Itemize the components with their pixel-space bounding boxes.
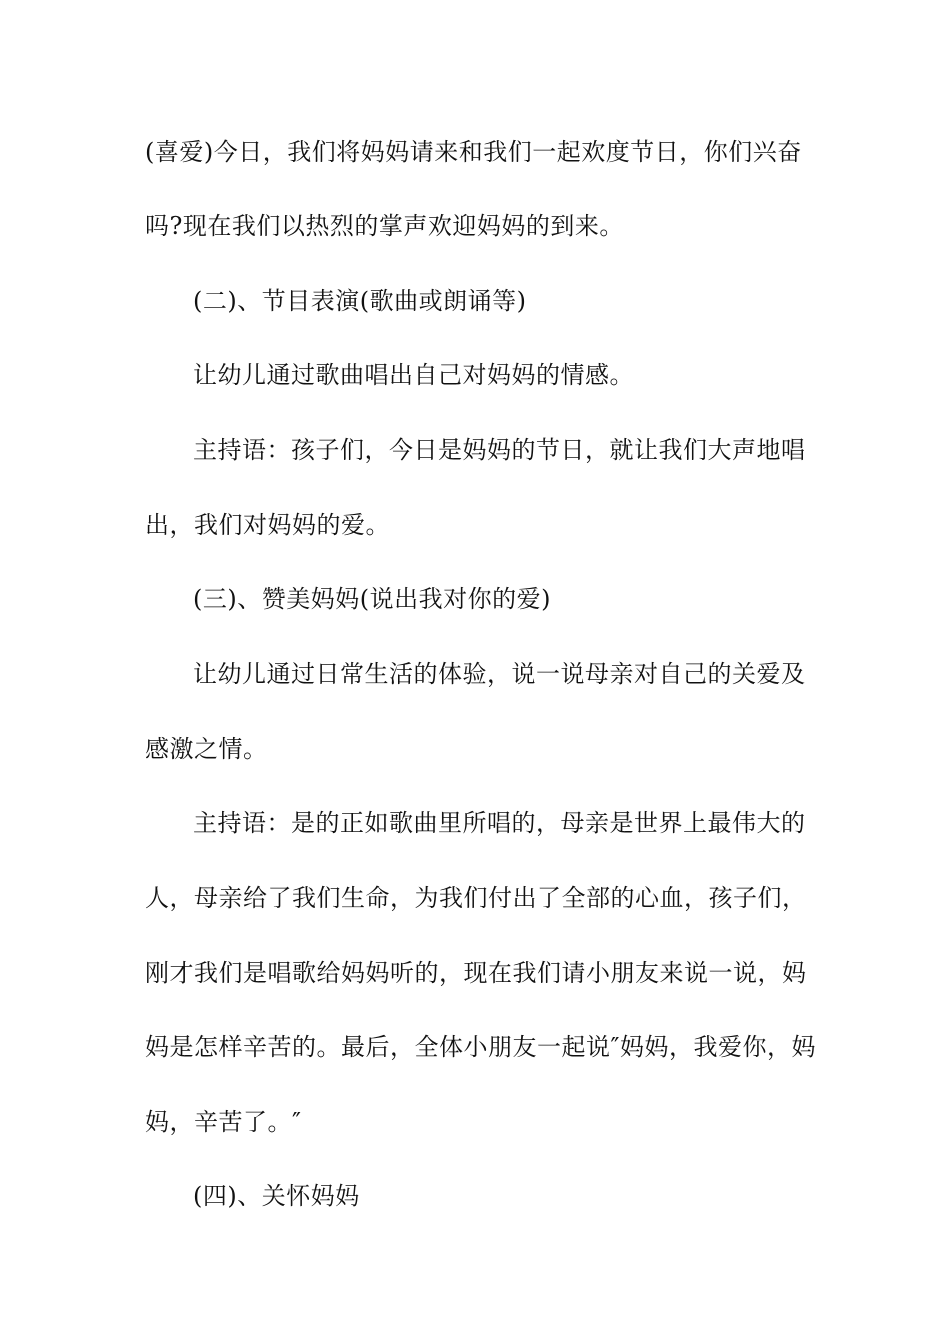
paragraph-line: 出，我们对妈妈的爱。 [145,511,390,539]
paragraph-line: 刚才我们是唱歌给妈妈听的，现在我们请小朋友来说一说，妈 [145,959,807,987]
section-heading: (三)、赞美妈妈(说出我对你的爱) [193,585,551,613]
paragraph-line: 让幼儿通过日常生活的体验，说一说母亲对自己的关爱及 [193,660,806,688]
paragraph-line: 妈是怎样辛苦的。最后，全体小朋友一起说″妈妈，我爱你，妈 [145,1033,816,1061]
paragraph-line: 妈，辛苦了。″ [145,1108,302,1136]
paragraph-line: 主持语：孩子们，今日是妈妈的节日，就让我们大声地唱 [193,436,806,464]
section-heading: (四)、关怀妈妈 [193,1182,360,1210]
section-heading: (二)、节目表演(歌曲或朗诵等) [193,287,527,315]
paragraph-line: 主持语：是的正如歌曲里所唱的，母亲是世界上最伟大的 [193,809,806,837]
paragraph-line: 人，母亲给了我们生命，为我们付出了全部的心血，孩子们， [145,884,807,912]
paragraph-line: 感激之情。 [145,735,268,763]
paragraph-line: 吗?现在我们以热烈的掌声欢迎妈妈的到来。 [145,212,624,240]
paragraph-line: (喜爱)今日，我们将妈妈请来和我们一起欢度节日，你们兴奋 [145,138,802,166]
paragraph-line: 让幼儿通过歌曲唱出自己对妈妈的情感。 [193,361,634,389]
